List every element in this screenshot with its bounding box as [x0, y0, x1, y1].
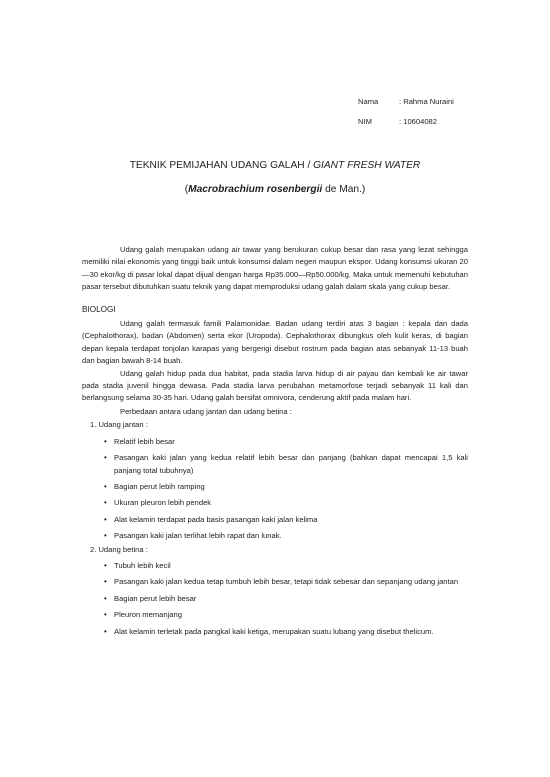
name-value: : Rahma Nuraini: [399, 97, 454, 106]
author-info: [358, 96, 454, 136]
nim-value: : 10604082: [399, 117, 438, 126]
list-item: • Pasangan kaki jalan terlihat lebih rapat dan lunak.: [82, 530, 468, 542]
list-item: • Tubuh lebih kecil: [82, 560, 468, 572]
list-item: • Alat kelamin terdapat pada basis pasangan kaki jalan kelima: [82, 514, 468, 526]
list-item: • Alat kelamin terletak pada pangkal kaki ketiga, merupakan suatu lubang yang disebut thelicum.: [82, 626, 468, 638]
jantan-list: [82, 436, 468, 543]
bullet-icon: •: [104, 498, 107, 508]
list-item: • Pleuron memanjang: [82, 609, 468, 621]
document-body: [82, 244, 468, 638]
intro-paragraph: Udang galah merupakan udang air tawar yang berukuran cukup besar dan rasa yang lezat sehingga memiliki nilai ekonomis yang tinggi baik untuk konsumsi dalam negeri maupun ekspor. Udang konsumsi ukuran 20—30 ekor/kg di pasar lokal dapat dijual dengan harga Rp35.000—Rp50.000/kg. Maka untuk memenuhi kebutuhan pasar tersebut dibutuhkan suatu teknik yang dapat memproduksi udang galah dalam skala yang cukup besar.: [82, 245, 468, 292]
list-item: • Bagian perut lebih besar: [82, 593, 468, 605]
subtitle-author: de Man.): [322, 184, 366, 195]
betina-list: [82, 560, 468, 638]
nim-label: NIM: [358, 117, 372, 126]
jantan-label: 1. Udang jantan :: [90, 420, 148, 430]
bullet-icon: •: [104, 514, 107, 524]
list-item: • Ukuran pleuron lebih pendek: [82, 497, 468, 509]
bullet-icon: •: [104, 481, 107, 491]
betina-label: 2. Udang betina :: [90, 544, 148, 554]
section-heading-biologi: BIOLOGI: [82, 304, 116, 314]
bullet-icon: •: [104, 560, 107, 570]
difference-intro: Perbedaan antara udang jantan dan udang betina :: [120, 406, 292, 416]
biologi-paragraph-2: Udang galah hidup pada dua habitat, pada stadia larva hidup di air payau dan kembali ke air tawar pada stadia juvenil hingga dewasa. Pada stadia larva perubahan metamorfose terjadi sebanyak 11 kali dan berlangsung selama 30-35 hari. Udang galah bersifat omnivora, cenderung aktif pada malam hari.: [82, 368, 468, 403]
title-line1-plain: TEKNIK PEMIJAHAN UDANG GALAH /: [129, 160, 314, 171]
document-title: [0, 160, 550, 172]
name-label: Nama: [358, 97, 379, 106]
bullet-icon: •: [104, 453, 107, 463]
list-item: • Bagian perut lebih ramping: [82, 481, 468, 493]
list-item: • Pasangan kaki jalan yang kedua relatif lebih besar dan panjang (bahkan dapat mencapai 1,5 kali panjang total tubuhnya): [104, 453, 468, 475]
bullet-icon: •: [104, 531, 107, 541]
bullet-icon: •: [104, 577, 107, 587]
bullet-icon: •: [104, 626, 107, 636]
subtitle-open: (: [184, 184, 189, 195]
title-line1-italic: GIANT FRESH WATER: [313, 160, 421, 171]
subtitle-species: Macrobrachium rosenbergii: [188, 184, 323, 195]
bullet-icon: •: [104, 610, 107, 620]
bullet-icon: •: [104, 593, 107, 603]
list-item: • Pasangan kaki jalan kedua tetap tumbuh lebih besar, tetapi tidak sebesar dan sepanjang udang jantan: [82, 576, 468, 588]
document-subtitle: [0, 184, 550, 196]
list-item: • Relatif lebih besar: [82, 436, 468, 448]
bullet-icon: •: [104, 436, 107, 446]
name-row: [358, 96, 454, 116]
biologi-paragraph-1: Udang galah termasuk famili Palamonidae. Badan udang terdiri atas 3 bagian : kepala dan dada (Cephalothorax), badan (Abdomen) serta ekor (Uropoda). Cephalothorax dibungkus oleh kulit keras, di bagian depan kepala terdapat tonjolan karapas yang bergerigi disebut rostrum pada bagian atas sebanyak 11-13 buah dan bagian bawah 8-14 buah.: [82, 319, 468, 366]
nim-row: [358, 116, 454, 136]
